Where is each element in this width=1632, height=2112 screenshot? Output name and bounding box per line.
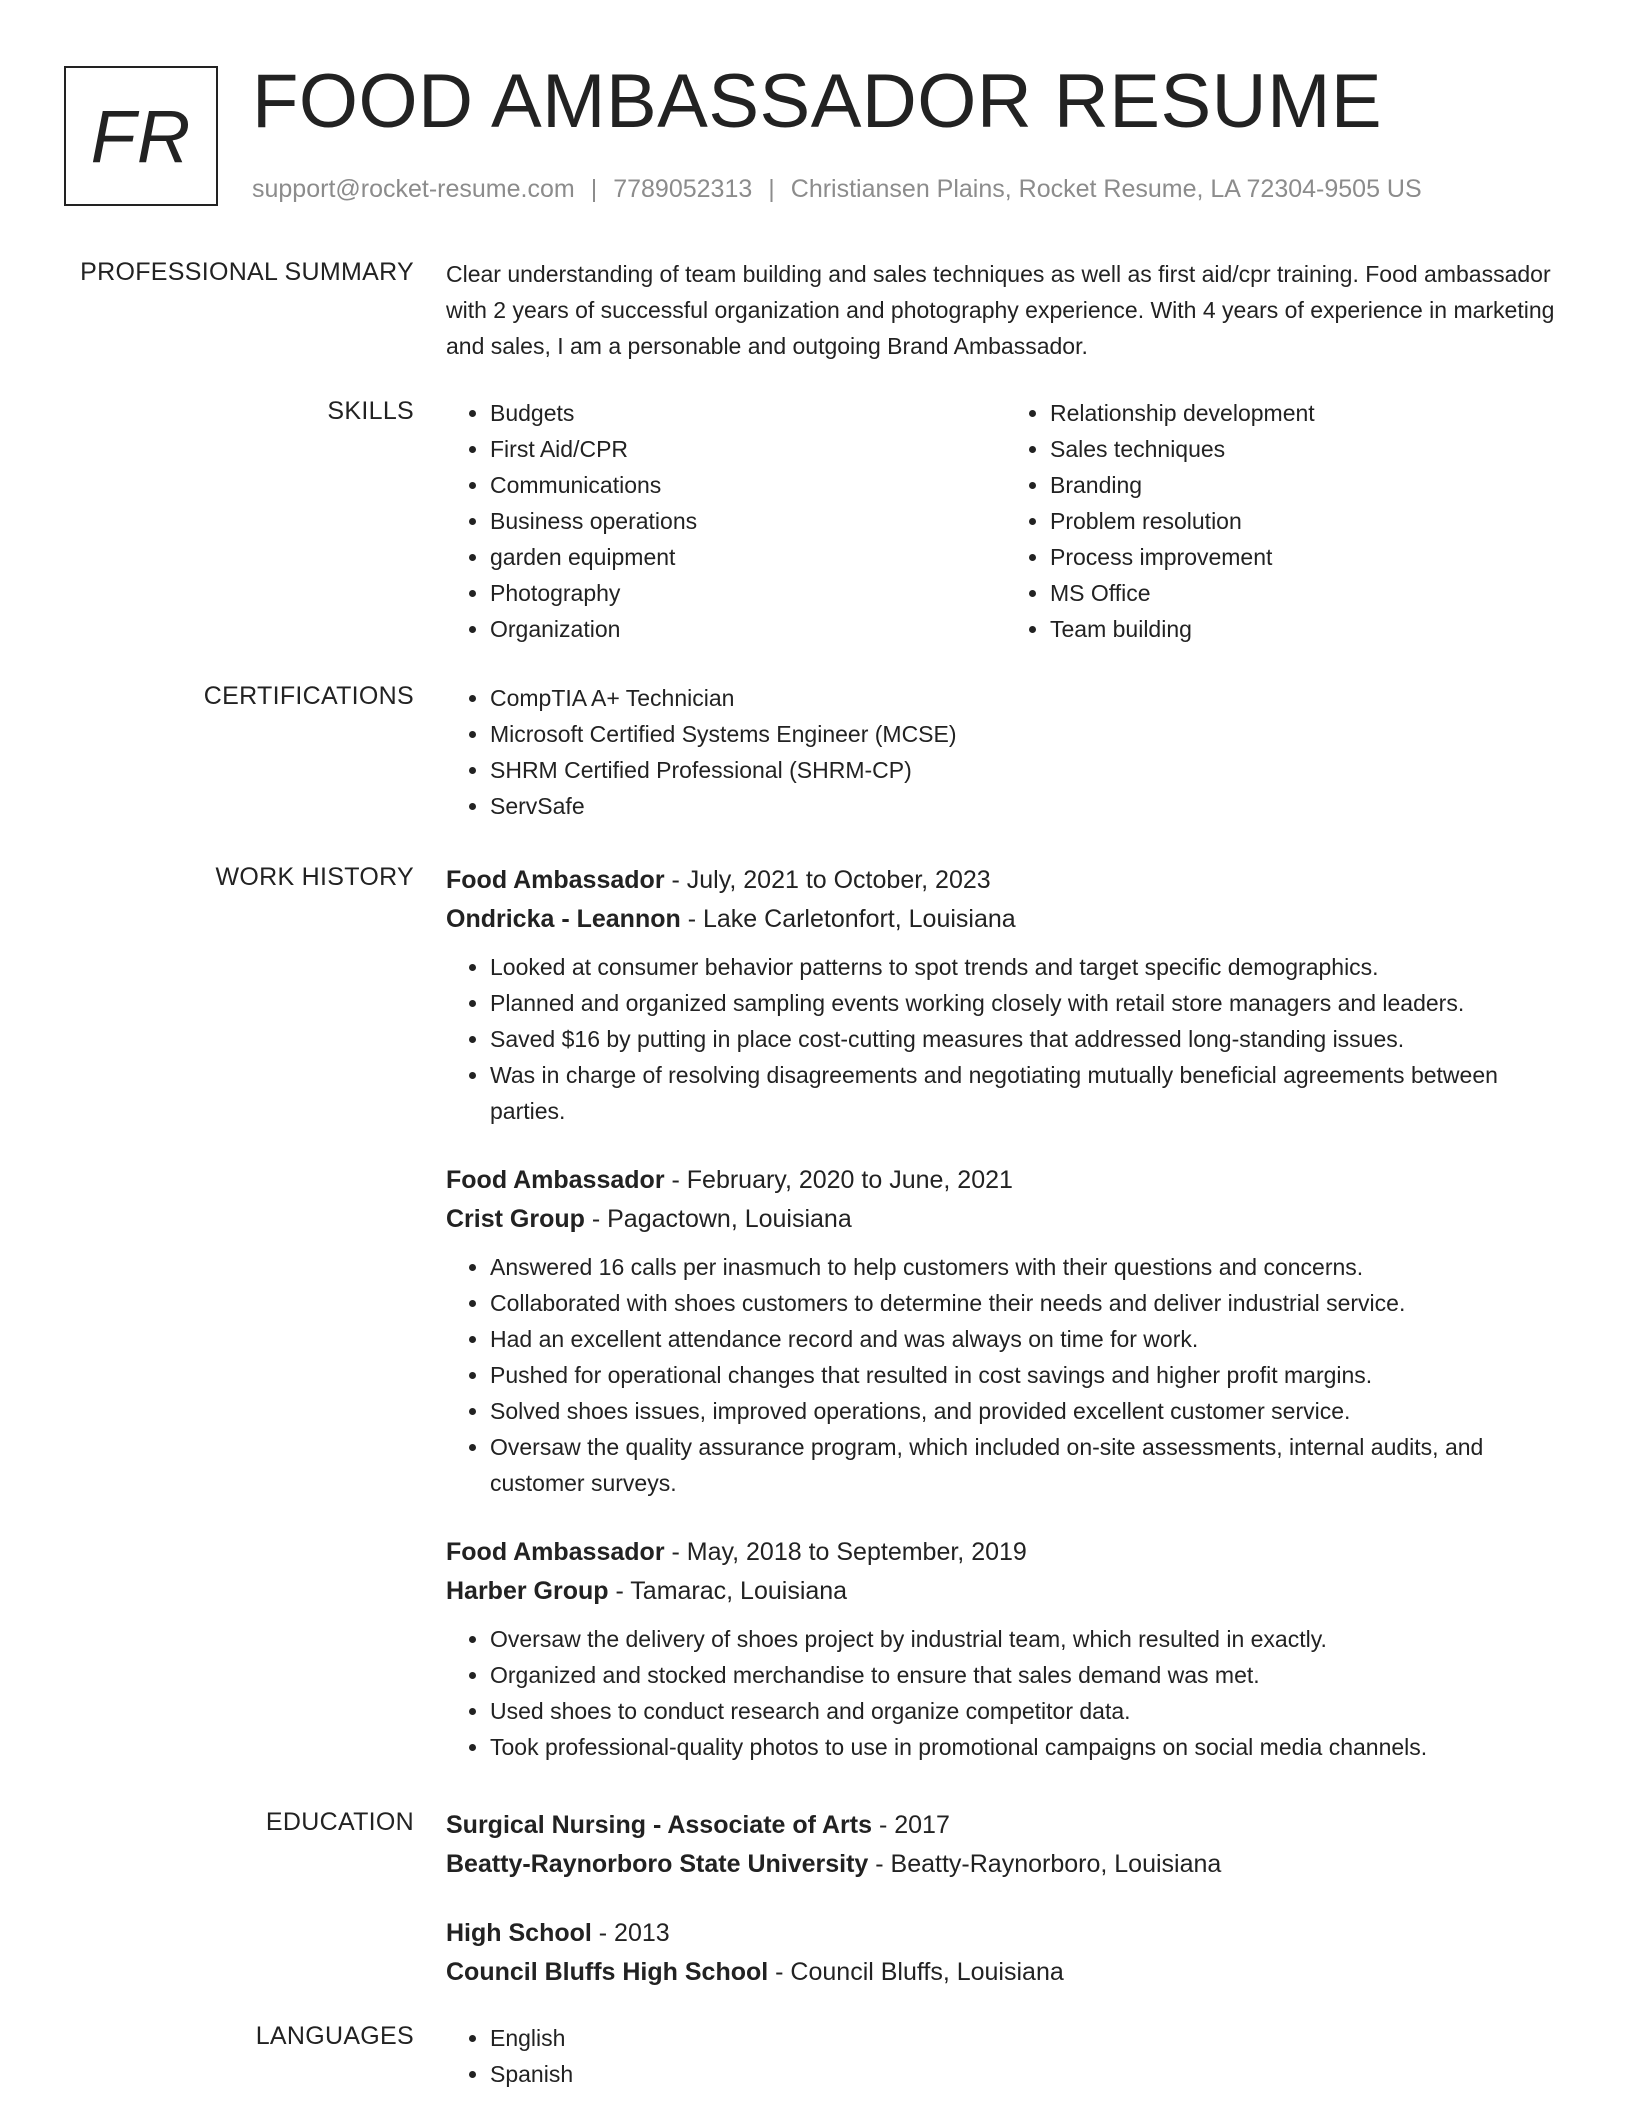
job-bullet: • Took professional-quality photos to use in promotional campaigns on social media channels.: [490, 1729, 1566, 1765]
section-body: [446, 256, 1566, 364]
section-label: SKILLS: [327, 397, 414, 425]
section-body: [446, 395, 1566, 647]
skill-item: • MS Office: [1050, 575, 1566, 611]
language-item: • English: [490, 2020, 1566, 2056]
section-label: EDUCATION: [265, 1808, 414, 1836]
certification-item: • CompTIA A+ Technician: [490, 680, 1566, 716]
job-bullet: • Oversaw the delivery of shoes project by industrial team, which resulted in exactly.: [490, 1621, 1566, 1657]
education-location: - Council Bluffs, Louisiana: [768, 1958, 1064, 1986]
job-title-line: [446, 1161, 1566, 1199]
contact-line: [252, 174, 1422, 204]
education-school: Beatty-Raynorboro State University: [446, 1850, 869, 1878]
job-bullet: • Oversaw the quality assurance program, which included on-site assessments, internal audits, and customer surveys.: [490, 1429, 1566, 1501]
section-label: WORK HISTORY: [215, 863, 414, 891]
monogram-logo: FR: [64, 66, 218, 206]
section-label: LANGUAGES: [255, 2022, 414, 2050]
certification-item: • ServSafe: [490, 788, 1566, 824]
contact-email: support@rocket-resume.com: [252, 175, 575, 203]
skill-item: • Budgets: [490, 395, 1006, 431]
job-bullet: • Looked at consumer behavior patterns to spot trends and target specific demographics.: [490, 949, 1566, 985]
job-company: Ondricka - Leannon: [446, 905, 681, 933]
job-company-line: [446, 899, 1566, 939]
job-title: Food Ambassador: [446, 866, 665, 894]
job-bullets: [446, 949, 1566, 1129]
education-location: - Beatty-Raynorboro, Louisiana: [868, 1850, 1222, 1878]
certification-item: • Microsoft Certified Systems Engineer (MCSE): [490, 716, 1566, 752]
job-location: - Tamarac, Louisiana: [608, 1577, 848, 1605]
job-entry: [446, 861, 1566, 1129]
education-degree: High School: [446, 1919, 592, 1947]
skills-list-left: [446, 395, 1006, 647]
job-company: Harber Group: [446, 1577, 609, 1605]
skill-item: • Photography: [490, 575, 1006, 611]
job-bullet: • Organized and stocked merchandise to ensure that sales demand was met.: [490, 1657, 1566, 1693]
job-bullet: • Collaborated with shoes customers to determine their needs and deliver industrial service.: [490, 1285, 1566, 1321]
skill-item: • Relationship development: [1050, 395, 1566, 431]
job-bullet: • Saved $16 by putting in place cost-cutting measures that addressed long-standing issues.: [490, 1021, 1566, 1057]
education-entry: [446, 1806, 1566, 1884]
skill-item: • Sales techniques: [1050, 431, 1566, 467]
contact-separator: |: [590, 175, 598, 203]
job-title-line: [446, 861, 1566, 899]
certifications-list: [446, 680, 1566, 824]
education-entry: [446, 1914, 1566, 1992]
education-school-line: [446, 1952, 1566, 1992]
education-year: - 2017: [872, 1811, 950, 1839]
job-company-line: [446, 1571, 1566, 1611]
education-year: - 2013: [591, 1919, 670, 1947]
job-location: - Lake Carletonfort, Louisiana: [680, 905, 1016, 933]
resume-title: FOOD AMBASSADOR RESUME: [252, 59, 1383, 144]
job-dates: - July, 2021 to October, 2023: [664, 866, 991, 894]
section-body: [446, 861, 1566, 1797]
section-label: CERTIFICATIONS: [203, 682, 414, 710]
certification-item: • SHRM Certified Professional (SHRM-CP): [490, 752, 1566, 788]
job-bullet: • Planned and organized sampling events working closely with retail store managers and leaders.: [490, 985, 1566, 1021]
skill-item: • Branding: [1050, 467, 1566, 503]
job-bullet: • Solved shoes issues, improved operations, and provided excellent customer service.: [490, 1393, 1566, 1429]
skill-item: • Process improvement: [1050, 539, 1566, 575]
summary-text: Clear understanding of team building and sales techniques as well as first aid/cpr training. Food ambassador with 2 years of successful organization and photography experience. With 4 years of experience in marketing and sales, I am a personable and outgoing Brand Ambassador.: [446, 261, 1555, 359]
contact-phone: 7789052313: [613, 175, 753, 203]
job-dates: - February, 2020 to June, 2021: [664, 1166, 1013, 1194]
skill-item: • Business operations: [490, 503, 1006, 539]
education-degree-line: [446, 1806, 1566, 1844]
job-bullet: • Used shoes to conduct research and organize competitor data.: [490, 1693, 1566, 1729]
job-title: Food Ambassador: [446, 1538, 665, 1566]
skills-columns: [446, 395, 1566, 647]
section-body: [446, 2020, 1566, 2092]
section-body: [446, 1806, 1566, 2022]
job-bullet: • Answered 16 calls per inasmuch to help customers with their questions and concerns.: [490, 1249, 1566, 1285]
education-school-line: [446, 1844, 1566, 1884]
skill-item: • Team building: [1050, 611, 1566, 647]
job-dates: - May, 2018 to September, 2019: [664, 1538, 1027, 1566]
job-entry: [446, 1533, 1566, 1765]
job-bullet: • Had an excellent attendance record and was always on time for work.: [490, 1321, 1566, 1357]
education-degree-line: [446, 1914, 1566, 1952]
skill-item: • First Aid/CPR: [490, 431, 1006, 467]
job-bullet: • Was in charge of resolving disagreements and negotiating mutually beneficial agreements between parties.: [490, 1057, 1566, 1129]
section-body: [446, 680, 1566, 824]
job-entry: [446, 1161, 1566, 1501]
skill-item: • Communications: [490, 467, 1006, 503]
language-item: • Spanish: [490, 2056, 1566, 2092]
education-school: Council Bluffs High School: [446, 1958, 769, 1986]
languages-list: [446, 2020, 1566, 2092]
section-label: PROFESSIONAL SUMMARY: [80, 258, 414, 286]
job-bullets: [446, 1249, 1566, 1501]
skill-item: • garden equipment: [490, 539, 1006, 575]
job-title-line: [446, 1533, 1566, 1571]
skill-item: • Problem resolution: [1050, 503, 1566, 539]
contact-separator: |: [768, 175, 775, 203]
skill-item: • Organization: [490, 611, 1006, 647]
education-degree: Surgical Nursing - Associate of Arts: [446, 1811, 873, 1839]
skills-list-right: [1006, 395, 1566, 647]
job-title: Food Ambassador: [446, 1166, 665, 1194]
job-bullet: • Pushed for operational changes that resulted in cost savings and higher profit margins.: [490, 1357, 1566, 1393]
job-company: Crist Group: [446, 1205, 585, 1233]
job-company-line: [446, 1199, 1566, 1239]
job-bullets: [446, 1621, 1566, 1765]
contact-address: Christiansen Plains, Rocket Resume, LA 72304-9505 US: [790, 175, 1422, 203]
job-location: - Pagactown, Louisiana: [584, 1205, 852, 1233]
